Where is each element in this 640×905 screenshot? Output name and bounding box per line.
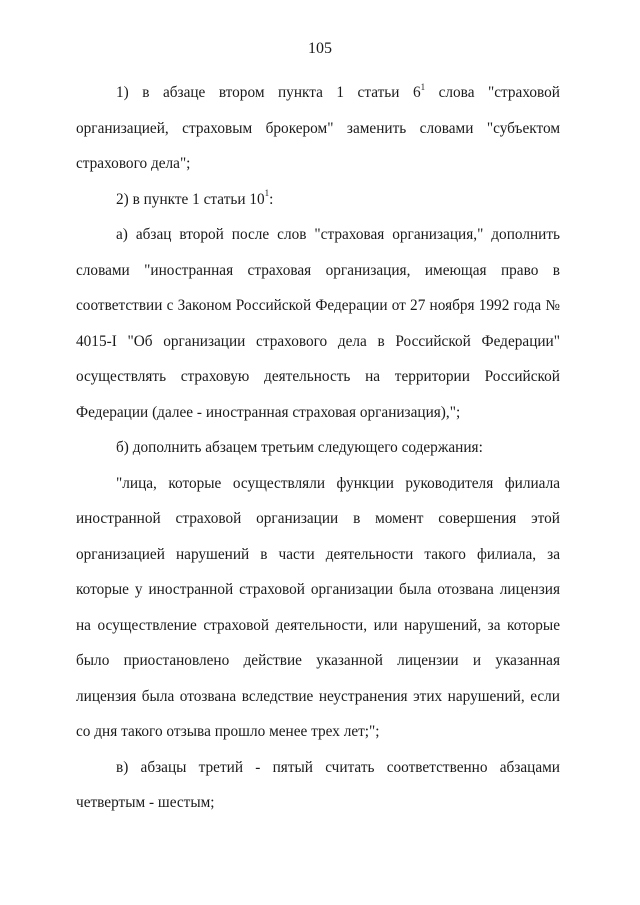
paragraph-quoted-text: "лица, которые осуществляли функции руководителя филиала иностранной страховой организации в момент совершения этой организацией нарушений в части деятельности такого филиала, за которые у иностранной страховой организации была отозвана лицензия на осуществление страховой деятельности, или нарушений, за которые было приостановлено действие указанной лицензии и указанная лицензия была отозвана вследствие неустранения этих нарушений, если со дня такого отзыва прошло менее трех лет;"; [76,474,560,740]
document-body [76,75,560,821]
paragraph-text: : [269,190,274,208]
paragraph-subitem-a: а) абзац второй после слов "страховая организация," дополнить словами "иностранная страховая организация, имеющая право в соответствии с Законом Российской Федерации от 27 ноября 1992 года № 4015-I "Об организации страхового дела в Российской Федерации" осуществлять страховую деятельность на территории Российской Федерации (далее - иностранная страховая организация),"; [76,226,560,421]
paragraph-subitem-v: в) абзацы третий - пятый считать соответственно абзацами четвертым - шестым; [76,758,560,811]
page-number: 105 [308,40,332,57]
paragraph-amendment-2 [76,182,560,218]
superscript: 1 [264,188,270,199]
paragraph-subitem-b: б) дополнить абзацем третьим следующего содержания: [116,439,483,456]
paragraph-text: 2) в пункте 1 статьи 10 [116,190,265,208]
paragraph-text: 1) в абзаце втором пункта 1 статьи 6 [116,84,421,101]
superscript: 1 [420,81,426,92]
paragraph-amendment-1 [76,75,560,182]
paragraph-text: слова "страховой организацией, страховым брокером" заменить словами "субъектом страхового дела"; [76,84,560,172]
